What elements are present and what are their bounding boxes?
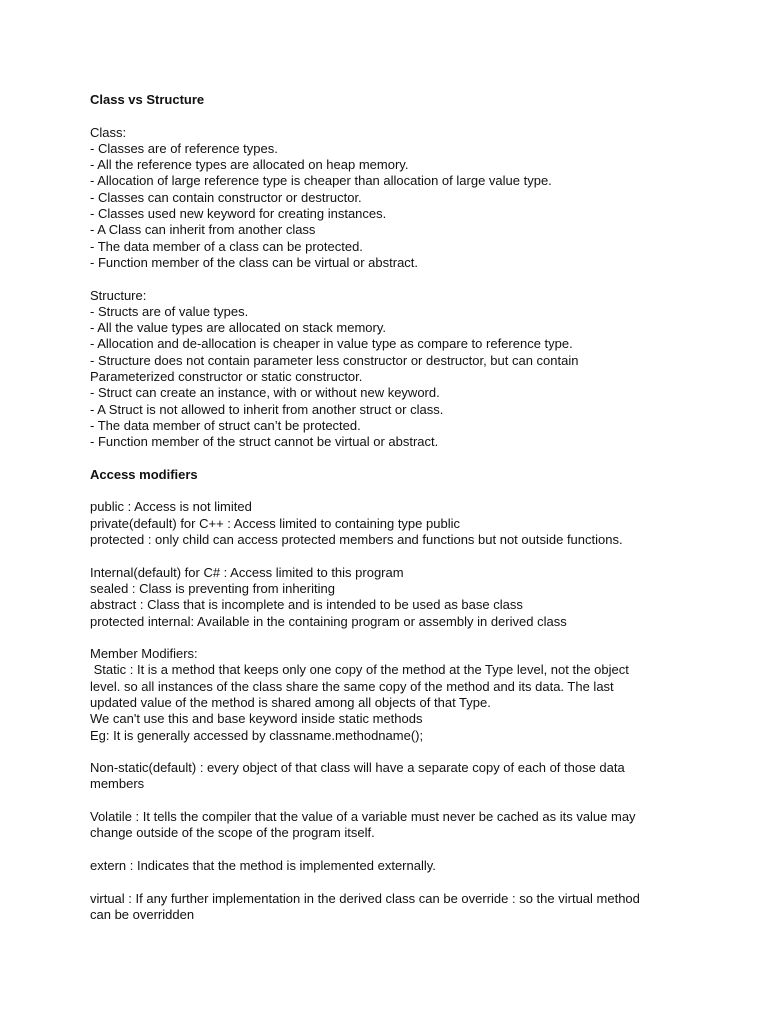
text-line: - Classes can contain constructor or destructor. [90,189,362,205]
text-line: We can't use this and base keyword inside static methods [90,711,423,727]
paragraph-spacer [90,483,690,499]
text-line: - Structure does not contain parameter less constructor or destructor, but can contain [90,352,579,368]
text-line: Eg: It is generally accessed by classname.methodname(); [90,727,424,743]
text-line: - Function member of the class can be virtual or abstract. [90,254,419,270]
paragraph-spacer [90,630,690,646]
text-line: members [90,776,145,792]
text-line: - A Class can inherit from another class [90,222,316,238]
text-line: Class: [90,124,127,140]
text-line: - All the reference types are allocated on heap memory. [90,157,409,173]
paragraph-spacer [90,108,690,124]
section-heading: Access modifiers [90,466,198,482]
text-line: updated value of the method is shared among all objects of that Type. [90,694,491,710]
text-line: - Function member of the struct cannot be virtual or abstract. [90,434,439,450]
text-line: - The data member of struct can’t be protected. [90,417,361,433]
text-line: Internal(default) for C# : Access limited to this program [90,564,404,580]
section-heading: Class vs Structure [90,92,205,107]
text-line: - Allocation of large reference type is cheaper than allocation of large value type. [90,173,552,189]
text-line: virtual : If any further implementation in the derived class can be override : so the virtual method [90,890,640,906]
text-line: - Classes used new keyword for creating instances. [90,206,387,222]
paragraph-spacer [90,548,690,564]
text-line: - Allocation and de-allocation is cheaper in value type as compare to reference type. [90,336,573,352]
text-line: level. so all instances of the class share the same copy of the method and its data. The last [90,678,614,694]
text-line: protected internal: Available in the containing program or assembly in derived class [90,613,567,629]
text-line: Non-static(default) : every object of that class will have a separate copy of each of those data [90,760,625,776]
paragraph-spacer [90,451,690,467]
paragraph-spacer [90,842,690,858]
text-line: sealed : Class is preventing from inheriting [90,580,335,596]
text-line: - A Struct is not allowed to inherit from another struct or class. [90,401,444,417]
text-line: can be overridden [90,906,195,922]
document-body [90,92,690,923]
text-line: extern : Indicates that the method is implemented externally. [90,857,436,873]
text-line: - Structs are of value types. [90,303,249,319]
text-line: - Struct can create an instance, with or without new keyword. [90,385,440,401]
text-line: Static : It is a method that keeps only one copy of the method at the Type level, not the object [90,662,629,678]
text-line: Volatile : It tells the compiler that the value of a variable must never be cached as its value may [90,809,636,825]
text-line: public : Access is not limited [90,499,252,515]
text-line: - Classes are of reference types. [90,140,278,156]
paragraph-spacer [90,793,690,809]
text-line: protected : only child can access protected members and functions but not outside functions. [90,532,623,548]
text-line: change outside of the scope of the program itself. [90,825,375,841]
text-line: abstract : Class that is incomplete and is intended to be used as base class [90,597,523,613]
paragraph-spacer [90,744,690,760]
text-line: Structure: [90,287,147,303]
text-line: - The data member of a class can be protected. [90,238,363,254]
paragraph-spacer [90,271,690,287]
text-line: Parameterized constructor or static constructor. [90,369,363,385]
text-line: - All the value types are allocated on stack memory. [90,320,387,336]
paragraph-spacer [90,874,690,890]
text-line: Member Modifiers: [90,646,198,662]
text-line: private(default) for C++ : Access limited to containing type public [90,515,460,531]
